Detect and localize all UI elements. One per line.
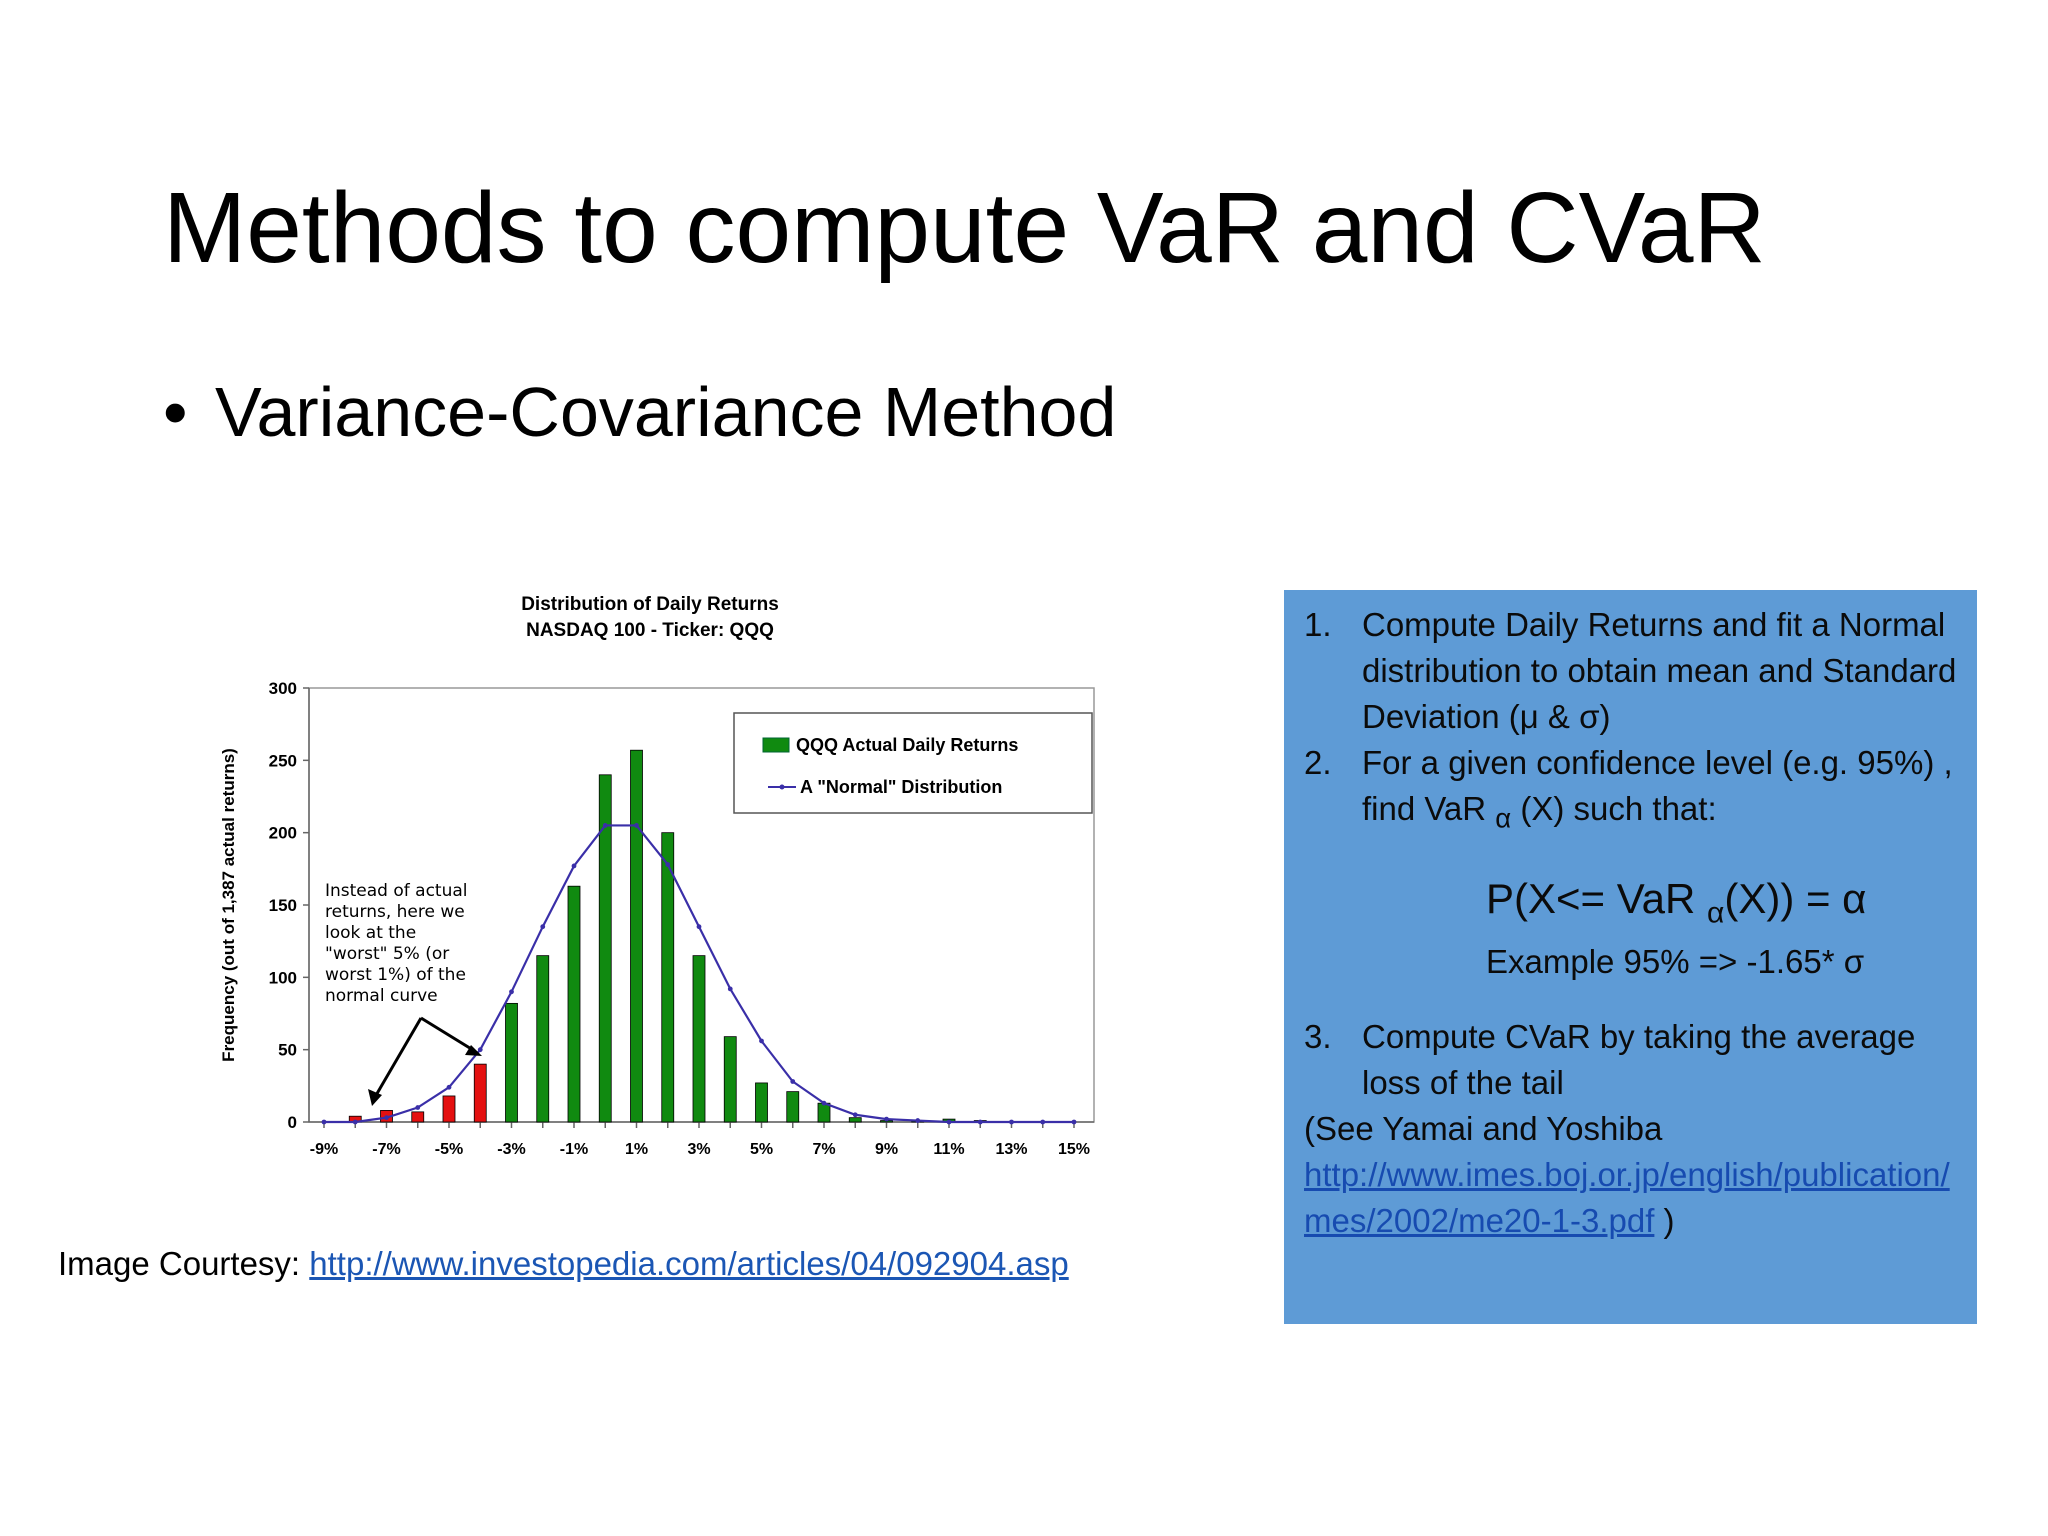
return-bar [787,1092,799,1122]
formula-example: Example 95% => -1.65* σ [1486,942,1865,980]
y-axis-label: Frequency (out of 1,387 actual returns) [219,748,238,1062]
return-bar [849,1118,861,1122]
x-tick-label: 3% [687,1141,711,1158]
normal-curve-point [384,1115,389,1120]
legend-label-line: A "Normal" Distribution [800,777,1003,797]
formula-a: P(X<= VaR [1486,874,1707,922]
normal-curve-point [572,864,577,869]
chart-subtitle: NASDAQ 100 - Ticker: QQQ [526,620,774,641]
bullet-item [163,370,1116,454]
normal-curve-point [353,1120,358,1125]
normal-curve-point [978,1120,983,1125]
return-bar [537,956,549,1122]
return-bar [662,833,674,1122]
step-1 [1304,602,1957,740]
chart-legend [734,713,1092,813]
return-bar [506,1003,518,1122]
normal-curve-point [665,862,670,867]
step-3-number: 3. [1304,1017,1332,1055]
normal-curve-point [540,924,545,929]
y-tick-label: 300 [268,679,297,698]
annotation-line: Instead of actual [325,881,468,901]
x-tick-label: 13% [995,1141,1028,1158]
annotation-arrow-right [421,1018,473,1050]
x-tick-label: -1% [559,1141,589,1158]
y-tick-label: 0 [287,1113,297,1132]
reference-text: (See Yamai and Yoshiba [1304,1109,1663,1147]
method-steps-box [1284,590,1977,1324]
chart-title: Distribution of Daily Returns [521,594,779,615]
annotation-line: look at the [325,923,417,943]
normal-curve-point [853,1112,858,1117]
step-1-number: 1. [1304,606,1332,643]
normal-curve-point [447,1085,452,1090]
slide-title: Methods to compute VaR and CVaR [163,172,1766,284]
formula-main [1486,872,1957,940]
formula-alpha: α [1707,895,1725,929]
x-tick-label: 15% [1057,1141,1091,1158]
legend-swatch-bars [763,738,789,752]
annotation-line: "worst" 5% (or [325,944,450,964]
normal-curve-point [634,823,639,828]
reference-close: ) [1654,1201,1675,1239]
x-tick-label: 11% [933,1141,965,1158]
return-bar [568,886,580,1122]
chart-annotation [325,881,468,1006]
y-tick-label: 200 [268,823,297,843]
bullet-text: Variance-Covariance Method [215,373,1117,451]
normal-curve-point [822,1101,827,1106]
normal-curve-point [790,1079,795,1084]
chart-svg [210,580,1100,1160]
formula-b: (X)) = α [1724,874,1867,922]
normal-curve-point [759,1039,764,1044]
x-tick-label: -5% [434,1141,464,1158]
step-2-alpha: α [1495,802,1512,834]
y-tick-label: 250 [268,751,297,771]
return-bar [818,1103,830,1122]
normal-curve-point [697,924,702,929]
annotation-line: worst 1%) of the [325,965,466,985]
courtesy-link[interactable]: http://www.investopedia.com/articles/04/092904.asp [309,1245,1069,1282]
returns-chart [210,580,1100,1160]
normal-curve-point [509,989,514,994]
annotation-line: normal curve [325,986,438,1006]
x-tick-label: 7% [812,1141,836,1158]
tail-bar [443,1096,455,1122]
step-2-number: 2. [1304,744,1332,781]
x-tick-label: 1% [624,1141,649,1158]
reference-line [1304,1152,1957,1244]
normal-curve-point [947,1120,952,1125]
x-tick-label: 9% [874,1141,899,1158]
var-formula [1486,872,1957,984]
y-tick-label: 100 [268,968,297,988]
normal-curve-point [884,1117,889,1122]
tail-bar [412,1112,424,1122]
normal-curve-point [728,987,733,992]
x-tick-label: -3% [497,1141,526,1158]
normal-curve-point [603,823,608,828]
normal-curve-point [1072,1120,1077,1125]
legend-label-bars: QQQ Actual Daily Returns [796,735,1019,755]
return-bar [724,1037,736,1122]
annotation-arrow-left [375,1018,421,1097]
step-1-text: Compute Daily Returns and fit a Normal distribution to obtain mean and Standard Deviation (μ & σ) [1362,606,1957,735]
legend-swatch-marker [780,785,785,790]
normal-curve-point [1040,1120,1045,1125]
annotation-arrows [368,1018,482,1106]
normal-curve-point [415,1105,420,1110]
courtesy-label: Image Courtesy: [58,1245,310,1282]
annotation-line: returns, here we [325,902,465,922]
reference-link[interactable]: http://www.imes.boj.or.jp/english/publication/mes/2002/me20-1-3.pdf [1304,1155,1950,1239]
step-2-text-b: (X) such that: [1511,790,1717,827]
y-tick-label: 150 [268,896,297,915]
x-tick-label: -7% [372,1141,401,1158]
y-axis [269,679,309,1132]
step-3-text: Compute CVaR by taking the average loss of the tail [1362,1017,1916,1101]
legend-box [734,713,1092,813]
step-2 [1304,740,1957,842]
normal-curve-point [478,1047,483,1052]
return-bar [756,1083,768,1122]
step-2-text [1362,740,1957,842]
normal-curve-point [915,1118,920,1123]
x-tick-label: -9% [309,1141,339,1158]
normal-curve-point [1009,1120,1014,1125]
normal-curve-point [322,1120,327,1125]
y-tick-label: 50 [278,1040,297,1060]
step-2-text-a: For a given confidence level (e.g. 95%) , find VaR [1362,744,1953,827]
image-courtesy [58,1244,1069,1284]
tail-bar [474,1064,486,1122]
step-3 [1304,1014,1957,1106]
return-bar [693,956,705,1122]
bullet-marker: • [163,373,188,451]
x-tick-label: 5% [749,1141,774,1158]
return-bar [631,750,643,1122]
x-axis [309,1122,1094,1158]
